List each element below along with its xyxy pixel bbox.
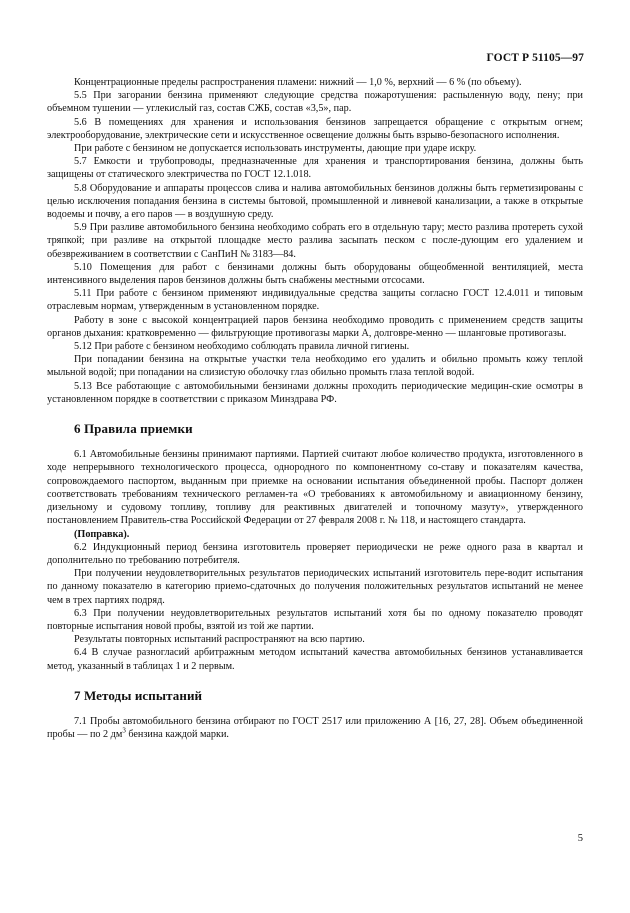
paragraph: 6.4 В случае разногласий арбитражным методом испытаний качества автомобильных бензинов устанавливается метод, указанный в таблицах 1 и 2 первым. bbox=[47, 647, 583, 672]
paragraph: Результаты повторных испытаний распространяют на всю партию. bbox=[74, 634, 365, 646]
paragraph-text: бензина каждой марки. bbox=[125, 729, 229, 741]
paragraph: При работе с бензином не допускается использовать инструменты, дающие при ударе искру. bbox=[74, 143, 477, 155]
paragraph: 5.10 Помещения для работ с бензинами должны быть оборудованы общеобменной вентиляцией, места интенсивного выделения паров бензинов должны быть снабжены местными отсосами. bbox=[47, 261, 583, 287]
paragraph: 6.3 При получении неудовлетворительных результатов испытаний хотя бы по одному показателю проводят повторные испытания новой пробы, взятой из той же партии. bbox=[47, 607, 583, 632]
superscript: 3 bbox=[122, 726, 126, 735]
paragraph: Работу в зоне с высокой концентрацией паров бензина необходимо проводить с применением средств защиты органов дыхания: кратковременно — фильтрующие противогазы марки А, долговре-менно — шланговые противогазы. bbox=[47, 314, 583, 339]
paragraph: 6.2 Индукционный период бензина изготовитель проверяет периодически не реже одного раза в квартал и дополнительно по требованию потребителя. bbox=[47, 541, 583, 566]
paragraph: 5.11 При работе с бензином применяют индивидуальные средства защиты согласно ГОСТ 12.4.011 и типовым отраслевым нормам, утвержденным в установленном порядке. bbox=[47, 288, 583, 313]
paragraph: 6.1 Автомобильные бензины принимают партиями. Партией считают любое количество продукта, изготовленного в ходе непрерывного технологического процесса, однородного по компонентному со-ставу и показателям качества, сопровождаемого паспортом, выданным при приемке на основании испытания объединенной пробы. Паспорт должен соответствовать требованиям технического регламен-та «О требованиях к автомобильному и авиационному бензину, дизельному и судовому топливу, топливу для реактивных двигателей и топочному мазуту», утвержденного постановлением Правитель-ства Российской Федерации от 27 февраля 2008 г. № 118, и настоящего стандарта. bbox=[47, 449, 583, 527]
paragraph: 5.13 Все работающие с автомобильными бензинами должны проходить периодические медицин-ские осмотры в установленном порядке в соответствии с приказом Минздрава РФ. bbox=[47, 380, 583, 405]
paragraph bbox=[47, 715, 583, 741]
page-number: 5 bbox=[577, 833, 583, 844]
paragraph: При получении неудовлетворительных результатов периодических испытаний изготовитель пере-водит испытания по данному показателю в категорию приемо-сдаточных до получения положительных результатов испытаний не менее чем в трех партиях подряд. bbox=[47, 568, 583, 606]
section-7-heading: 7 Методы испытаний bbox=[74, 687, 203, 703]
paragraph-text: 7.1 Пробы автомобильного бензина отбирают по ГОСТ 2517 или приложению А [16, 27, 28]. Объем объединенной пробы — по 2 дм bbox=[47, 715, 583, 741]
document-body bbox=[47, 76, 583, 741]
paragraph: Концентрационные пределы распространения пламени: нижний — 1,0 %, верхний — 6 % (по объему). bbox=[74, 77, 522, 88]
amendment-note: (Поправка). bbox=[74, 528, 130, 540]
paragraph: При попадании бензина на открытые участки тела необходимо его удалить и обильно промыть кожу теплой мыльной водой; при попадании на слизистую оболочку глаз обильно промыть глаза теплой водой. bbox=[47, 354, 583, 379]
paragraph: 5.7 Емкости и трубопроводы, предназначенные для хранения и транспортирования бензина, должны быть защищены от статического электричества по ГОСТ 12.1.018. bbox=[47, 156, 583, 181]
paragraph: 5.5 При загорании бензина применяют следующие средства пожаротушения: распыленную воду, пену; при объемном тушении — углекислый газ, состав СЖБ, состав «3,5», пар. bbox=[47, 90, 583, 115]
paragraph: 5.8 Оборудование и аппараты процессов слива и налива автомобильных бензинов должны быть герметизированы с целью исключения попадания бензина в системы бытовой, промышленной и ливневой канализации, а также в открытые водоемы и почву, а его паров — в воздушную среду. bbox=[47, 182, 583, 221]
standard-header: ГОСТ Р 51105—97 bbox=[486, 52, 584, 64]
paragraph: 5.9 При разливе автомобильного бензина необходимо собрать его в отдельную тару; место разлива протереть сухой тряпкой; при разливе на открытой площадке место разлива засыпать песком с после-дующим его удалением и обезвреживанием в соответствии с СанПиН № 3183—84. bbox=[47, 222, 583, 260]
paragraph: 5.12 При работе с бензином необходимо соблюдать правила личной гигиены. bbox=[74, 341, 410, 353]
paragraph: 5.6 В помещениях для хранения и использования бензинов запрещается обращение с открытым огнем; электрооборудование, электрические сети и искусственное освещение должны быть взрыво-безопасного исполнения. bbox=[47, 116, 583, 141]
section-6-heading: 6 Правила приемки bbox=[74, 421, 193, 437]
